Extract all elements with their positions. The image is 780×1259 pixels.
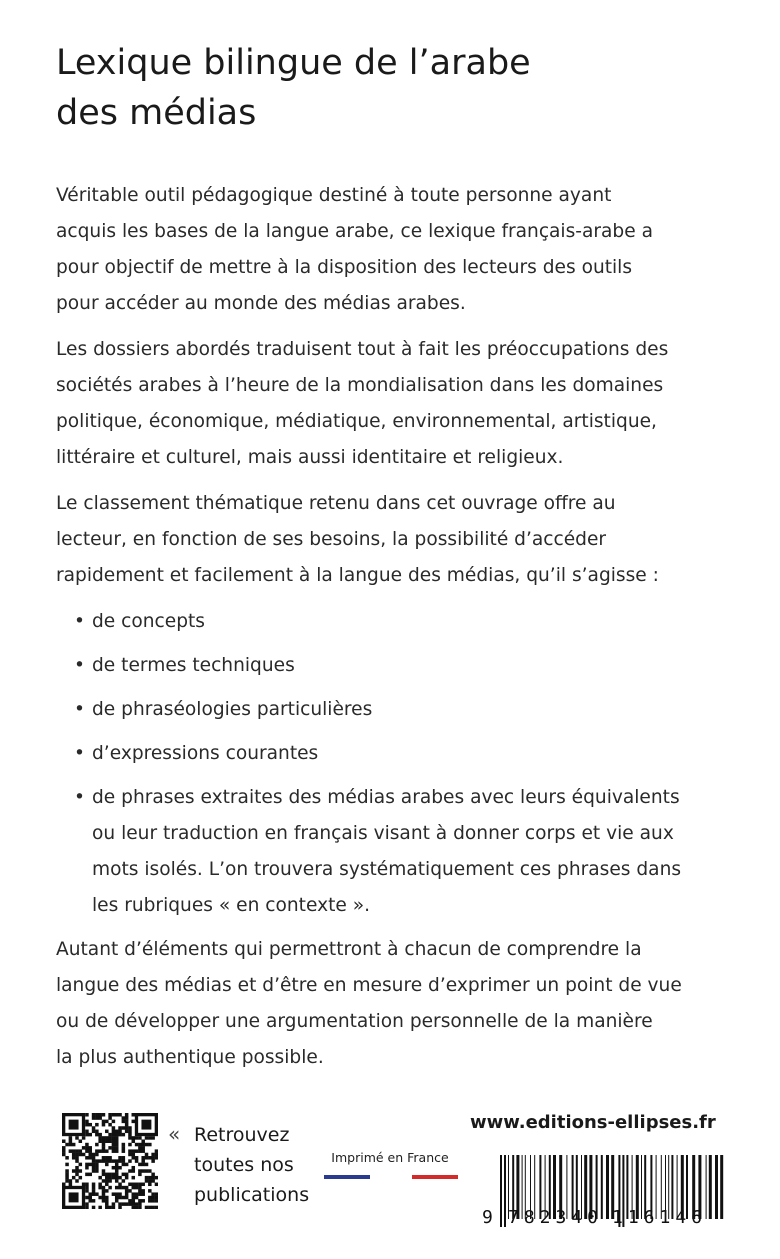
title-line: des médias [56, 93, 257, 133]
paragraph-intro [56, 178, 736, 322]
text-line: littéraire et culturel, mais aussi identitaire et religieux. [56, 447, 564, 468]
text-line: acquis les bases de la langue arabe, ce lexique français-arabe a [56, 221, 653, 242]
list-item [56, 780, 736, 924]
title-line: Lexique bilingue de l’arabe [56, 43, 531, 83]
isbn-group: 782340 [508, 1207, 604, 1228]
text-line: Les dossiers abordés traduisent tout à fait les préoccupations des [56, 339, 669, 360]
publisher-url[interactable]: www.editions-ellipses.fr [470, 1112, 716, 1133]
book-title [56, 38, 736, 138]
bullet-text: mots isolés. L’on trouvera systématiquement ces phrases dans [92, 859, 682, 880]
paragraph-classement [56, 486, 736, 594]
paragraph-conclusion [56, 932, 736, 1076]
text-line: langue des médias et d’être en mesure d’exprimer un point de vue [56, 975, 682, 996]
bullet-text: ou leur traduction en français visant à donner corps et vie aux [92, 823, 674, 844]
callout-line: Retrouvez [194, 1124, 290, 1146]
text-line: ou de développer une argumentation personnelle de la manière [56, 1011, 653, 1032]
text-line: Véritable outil pédagogique destiné à toute personne ayant [56, 185, 612, 206]
text-line: sociétés arabes à l’heure de la mondialisation dans les domaines [56, 375, 664, 396]
callout-line: toutes nos [194, 1154, 294, 1176]
list-item [56, 604, 736, 640]
qr-code-icon [62, 1113, 158, 1209]
bullet-text: • de phrases extraites des médias arabes avec leurs équivalents [92, 787, 680, 808]
flag-blue-bar [324, 1175, 370, 1179]
isbn-group: 116146 [612, 1207, 708, 1228]
publications-callout [194, 1120, 309, 1210]
bullet-text: • de termes techniques [92, 655, 295, 676]
bullet-text: • de phraséologies particulières [92, 699, 373, 720]
text-line: rapidement et facilement à la langue des médias, qu’il s’agisse : [56, 565, 659, 586]
text-line: Autant d’éléments qui permettront à chacun de comprendre la [56, 939, 642, 960]
bullet-text: les rubriques « en contexte ». [92, 895, 371, 916]
text-line: lecteur, en fonction de ses besoins, la possibilité d’accéder [56, 529, 607, 550]
blurb [56, 178, 736, 1086]
isbn-lead: 9 [482, 1207, 493, 1228]
text-line: politique, économique, médiatique, environnemental, artistique, [56, 411, 657, 432]
text-line: pour accéder au monde des médias arabes. [56, 293, 466, 314]
chevron-left-icon: « [168, 1122, 177, 1146]
text-line: la plus authentique possible. [56, 1047, 324, 1068]
bullet-text: • de concepts [92, 611, 205, 632]
flag-red-bar [412, 1175, 458, 1179]
bullet-text: • d’expressions courantes [92, 743, 319, 764]
paragraph-dossiers [56, 332, 736, 476]
list-item [56, 648, 736, 684]
callout-line: publications [194, 1184, 310, 1206]
list-item [56, 736, 736, 772]
bullet-list [56, 604, 736, 924]
text-line: Le classement thématique retenu dans cet ouvrage offre au [56, 493, 616, 514]
printed-in-france: Imprimé en France [331, 1150, 449, 1165]
list-item [56, 692, 736, 728]
text-line: pour objectif de mettre à la disposition des lecteurs des outils [56, 257, 633, 278]
